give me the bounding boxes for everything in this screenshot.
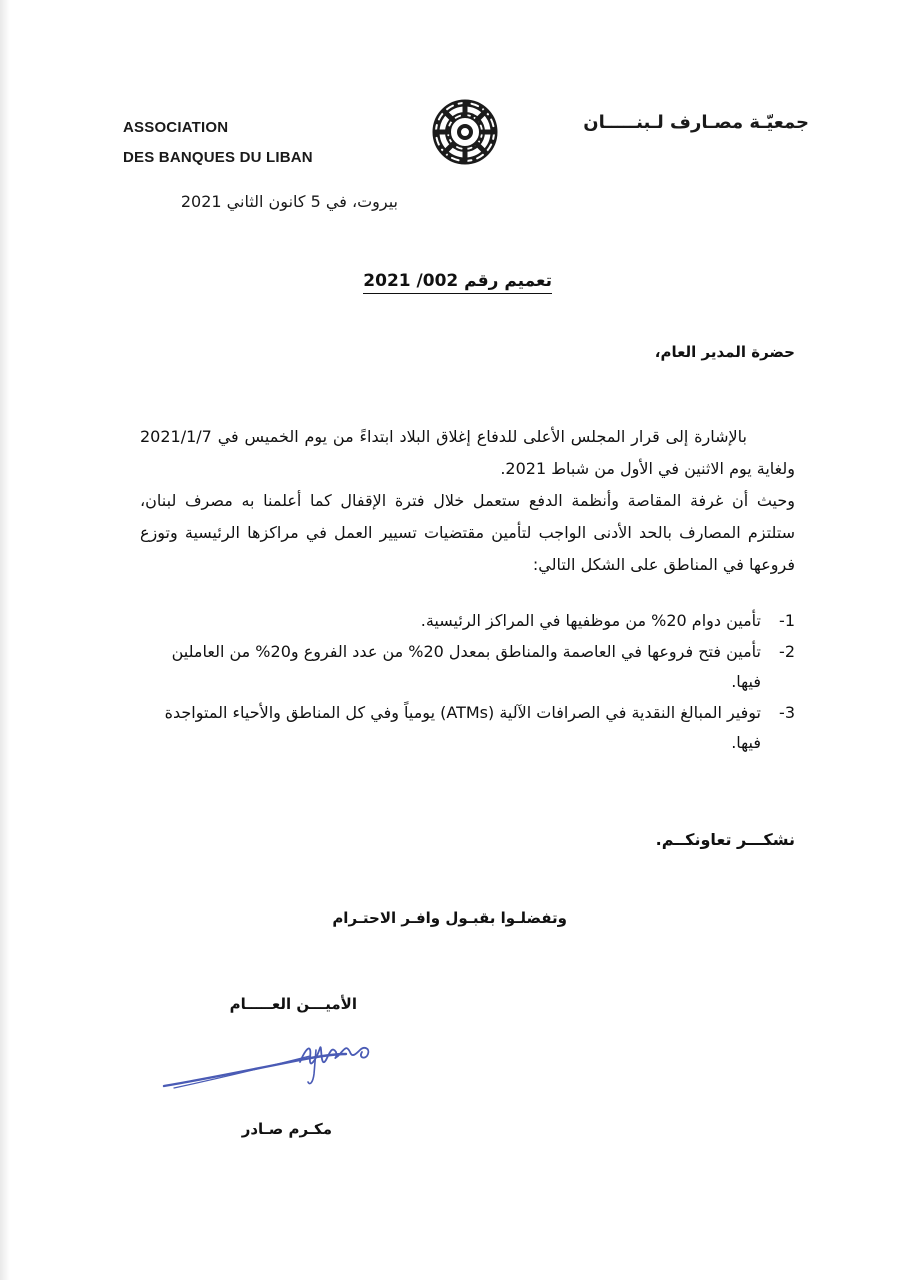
list-item-text: تأمين فتح فروعها في العاصمة والمناطق بمعدل 20% من عدد الفروع و20% من العاملين فيها. [171,642,761,691]
list-item [140,606,795,636]
list-item-number: 1- [779,611,795,630]
list-item [140,698,795,758]
org-name-english [123,113,313,173]
signatory-title: الأميـــن العـــــام [229,995,357,1013]
list-item-text: توفير المبالغ النقدية في الصرافات الآلية (ATMs) يومياً وفي كل المناطق والأحياء المتواجدة فيها. [164,703,761,752]
thanks-line: نشكـــر تعاونكــم. [655,830,795,849]
closing-line: وتفضلـوا بقبـول وافـر الاحتـرام [332,909,567,927]
paragraph-clearing [140,485,795,581]
org-name-en-line2: DES BANQUES DU LIBAN [123,149,313,166]
paragraph-text: وحيث أن غرفة المقاصة وأنظمة الدفع ستعمل خلال فترة الإقفال كما أعلمنا به مصرف لبنان، ستلتزم المصارف بالحد الأدنى الواجب لتأمين مقتضيات تسيير العمل في مراكزها الرئيسية وتوزع فروعها في المناطق على الشكل التالي: [140,491,795,574]
org-name-arabic: جمعيّـة مصـارف لـبنـــــان [583,112,809,133]
handwritten-signature [160,1030,375,1100]
list-item [140,637,795,697]
signatory-name: مكـرم صـادر [241,1120,332,1138]
list-item-text: تأمين دوام 20% من موظفيها في المراكز الرئيسية. [420,611,761,630]
addressee-line: حضرة المدير العام، [654,343,795,361]
paragraph-text: بالإشارة إلى قرار المجلس الأعلى للدفاع إغلاق البلاد ابتداءً من يوم الخميس في 2021/1/7 ولغاية يوم الاثنين في الأول من شباط 2021. [140,427,795,478]
circular-number: تعميم رقم 002/ 2021 [363,271,552,294]
abl-knot-logo-icon [432,99,498,165]
list-item-number: 3- [779,703,795,722]
paragraph-lockdown [140,421,795,485]
letter-date: بيروت، في 5 كانون الثاني 2021 [180,192,398,211]
measures-list [140,606,795,759]
list-item-number: 2- [779,642,795,661]
org-name-en-line1: ASSOCIATION [123,119,229,136]
